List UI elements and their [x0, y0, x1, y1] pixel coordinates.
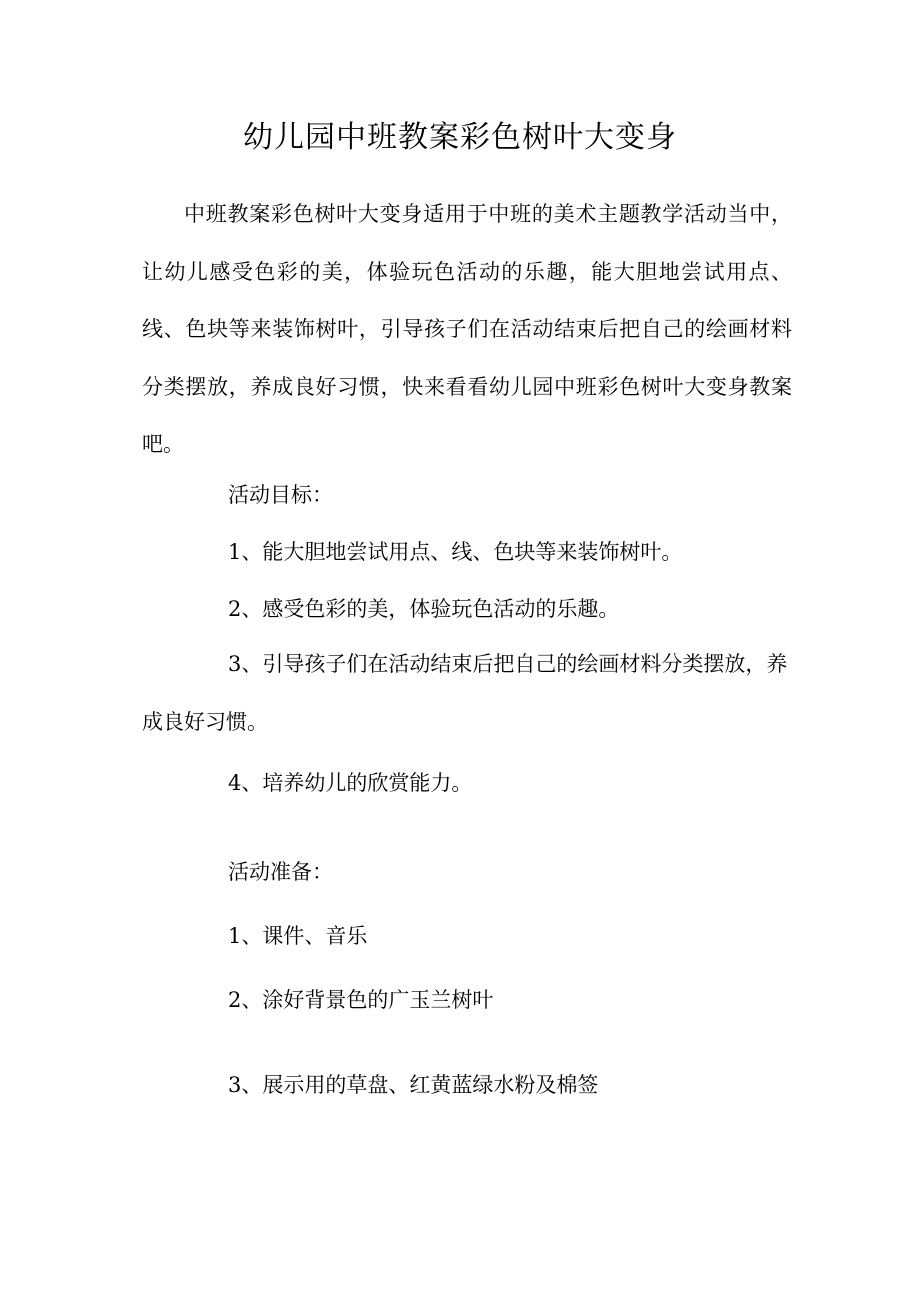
goal-item-1: 1、能大胆地尝试用点、线、色块等来装饰树叶。	[228, 540, 683, 564]
goal-item-4: 4、培养幼儿的欣赏能力。	[228, 771, 473, 795]
preparation-item-3: 3、展示用的草盘、红黄蓝绿水粉及棉签	[228, 1073, 599, 1097]
document-title: 幼儿园中班教案彩色树叶大变身	[243, 120, 677, 155]
goal-item-2: 2、感受色彩的美，体验玩色活动的乐趣。	[228, 597, 620, 621]
preparation-item-1: 1、课件、音乐	[228, 924, 368, 948]
intro-paragraph: 中班教案彩色树叶大变身适用于中班的美术主题教学活动当中，让幼儿感受色彩的美，体验玩色活动的乐趣，能大胆地尝试用点、线、色块等来装饰树叶，引导孩子们在活动结束后把自己的绘画材料分类摆放，养成良好习惯，快来看看幼儿园中班彩色树叶大变身教案吧。	[142, 202, 792, 456]
preparation-item-2: 2、涂好背景色的广玉兰树叶	[228, 988, 494, 1012]
goal-item-3: 3、引导孩子们在活动结束后把自己的绘画材料分类摆放，养成良好习惯。	[142, 652, 788, 734]
preparation-heading: 活动准备：	[228, 860, 333, 884]
goals-heading: 活动目标：	[228, 483, 333, 507]
